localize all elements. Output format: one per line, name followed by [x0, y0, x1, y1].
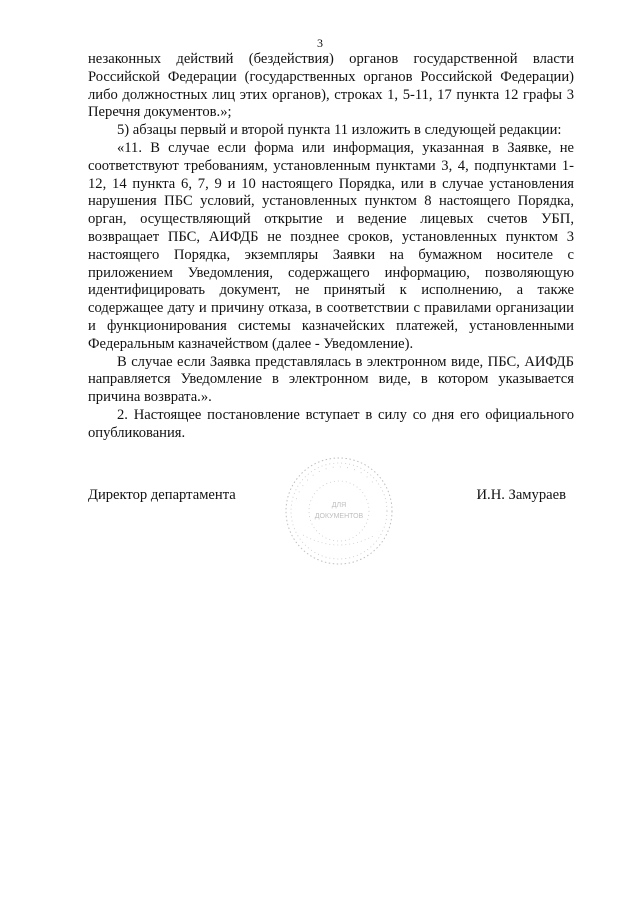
paragraph-amendment-5: 5) абзацы первый и второй пункта 11 изложить в следующей редакции:	[117, 122, 562, 139]
paragraph-continuation: незаконных действий (бездействия) органов государственной власти Российской Федерации (государственных органов Российской Федерации) либо должностных лиц этих органов), строках 1, 5-11, 17 пункта 12 графы 3 Перечня документов.»;	[88, 51, 574, 121]
signer-position: Директор департамента	[88, 487, 236, 503]
paragraph-point-11: «11. В случае если форма или информация, указанная в Заявке, не соответствуют требованиям, установленным пунктами 3, 4, подпунктами 1-12, 14 пункта 6, 7, 9 и 10 настоящего Порядка, или в случае установления нарушения ПБС условий, установленных пунктом 8 настоящего Порядка, орган, осуществляющий открытие и ведение лицевых счетов УБП, возвращает ПБС, АИФДБ не позднее сроков, установленных пунктом 3 настоящего Порядка, экземпляры Заявки на бумажном носителе с приложением Уведомления, содержащего информацию, позволяющую идентифицировать документ, не принятый к исполнению, а также содержащее дату и причину отказа, в соответствии с правилами организации и функционирования системы казначейских платежей, установленными Федеральным казначейством (далее - Уведомление).	[88, 139, 574, 352]
signer-name: И.Н. Замураев	[476, 487, 566, 503]
svg-text:ДОКУМЕНТОВ: ДОКУМЕНТОВ	[314, 513, 364, 520]
svg-text:ДЛЯ: ДЛЯ	[331, 502, 347, 509]
paragraph-electronic-return: В случае если Заявка представлялась в электронном виде, ПБС, АИФДБ направляется Уведомление в электронном виде, в котором указывается причина возврата.».	[88, 353, 574, 406]
official-seal-stamp	[283, 455, 395, 567]
paragraph-entry-into-force: 2. Настоящее постановление вступает в силу со дня его официального опубликования.	[88, 406, 574, 441]
document-body	[88, 51, 574, 443]
page-number: 3	[317, 36, 323, 50]
svg-text:· · · · · · · · · · · · · ·: · · · · · · · · · · · · · ·	[291, 461, 378, 502]
